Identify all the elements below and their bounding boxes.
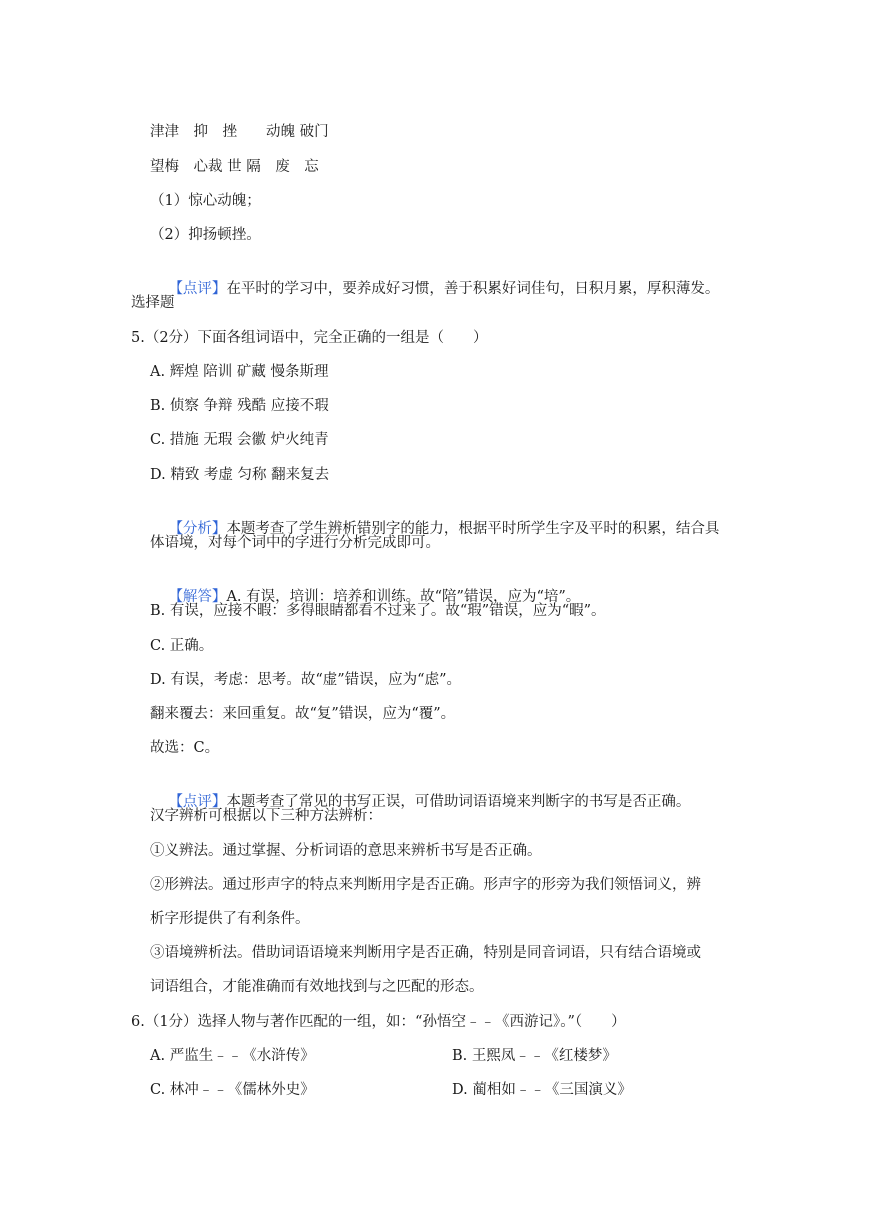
word-row-1: 津津 抑 挫 动魄 破门	[150, 124, 329, 140]
analysis-text-2: 体语境，对每个词中的字进行分析完成即可。	[150, 535, 440, 551]
q5-option-a: A. 辉煌 陪训 矿藏 慢条斯理	[150, 364, 329, 380]
q6-option-b: B. 王熙凤﹣﹣《红楼梦》	[452, 1048, 617, 1064]
q6-stem: 6.（1分）选择人物与著作匹配的一组，如：“孙悟空﹣﹣《西游记》。”（ ）	[131, 1014, 626, 1030]
answer-1: （1）惊心动魄；	[150, 193, 261, 209]
answer-choice: 故选：C。	[150, 740, 220, 756]
answer-2: （2）抑扬顿挫。	[150, 227, 261, 243]
answer-a: A. 有误，培训：培养和训练。故“陪”错误，应为“培”。	[226, 589, 581, 605]
answer-c: C. 正确。	[150, 638, 214, 654]
q6-option-a: A. 严监生﹣﹣《水浒传》	[150, 1048, 315, 1064]
q5-option-b: B. 侦察 争辩 残酷 应接不瑕	[150, 398, 329, 414]
answer-tag: 【解答】	[168, 589, 227, 605]
comment-4	[150, 259, 719, 319]
method-2b: 析字形提供了有利条件。	[150, 911, 310, 927]
answer-d2: 翻来覆去：来回重复。故“复”错误，应为“覆”。	[150, 706, 456, 722]
q6-option-c: C. 林冲﹣﹣《儒林外史》	[150, 1082, 315, 1098]
method-1: ①义辨法。通过掌握、分析词语的意思来辨析书写是否正确。	[150, 843, 542, 859]
method-2a: ②形辨法。通过形声字的特点来判断用字是否正确。形声字的形旁为我们领悟词义，辨	[150, 877, 701, 893]
comment-text: 在平时的学习中，要养成好习惯，善于积累好词佳句，日积月累，厚积薄发。	[226, 281, 720, 297]
comment-tag: 【点评】	[168, 281, 227, 297]
analysis-text-1: 本题考查了学生辨析错别字的能力，根据平时所学生字及平时的积累，结合具	[226, 521, 720, 537]
method-3b: 词语组合，才能准确而有效地找到与之匹配的形态。	[150, 979, 484, 995]
comment-text-1: 本题考查了常见的书写正误，可借助词语语境来判断字的书写是否正确。	[226, 794, 691, 810]
word-row-2: 望梅 心裁 世 隔 废 忘	[150, 159, 319, 175]
comment-text-2: 汉字辨析可根据以下三种方法辨析：	[150, 808, 382, 824]
answer-b: B. 有误，应接不暇：多得眼睛都看不过来了。故“瑕”错误，应为“暇”。	[150, 603, 606, 619]
section-label: 选择题	[131, 295, 175, 311]
q5-stem: 5.（2分）下面各组词语中，完全正确的一组是（ ）	[131, 330, 488, 346]
q5-option-c: C. 措施 无瑕 会徽 炉火纯青	[150, 432, 329, 448]
comment-tag-5: 【点评】	[168, 794, 227, 810]
q6-option-d: D. 蔺相如﹣﹣《三国演义》	[452, 1082, 632, 1098]
q5-option-d: D. 精致 考虚 匀称 翻来复去	[150, 467, 330, 483]
method-3a: ③语境辨析法。借助词语语境来判断用字是否正确，特别是同音词语，只有结合语境或	[150, 945, 701, 961]
answer-d1: D. 有误，考虑：思考。故“虚”错误，应为“虑”。	[150, 672, 461, 688]
analysis-tag: 【分析】	[168, 521, 227, 537]
